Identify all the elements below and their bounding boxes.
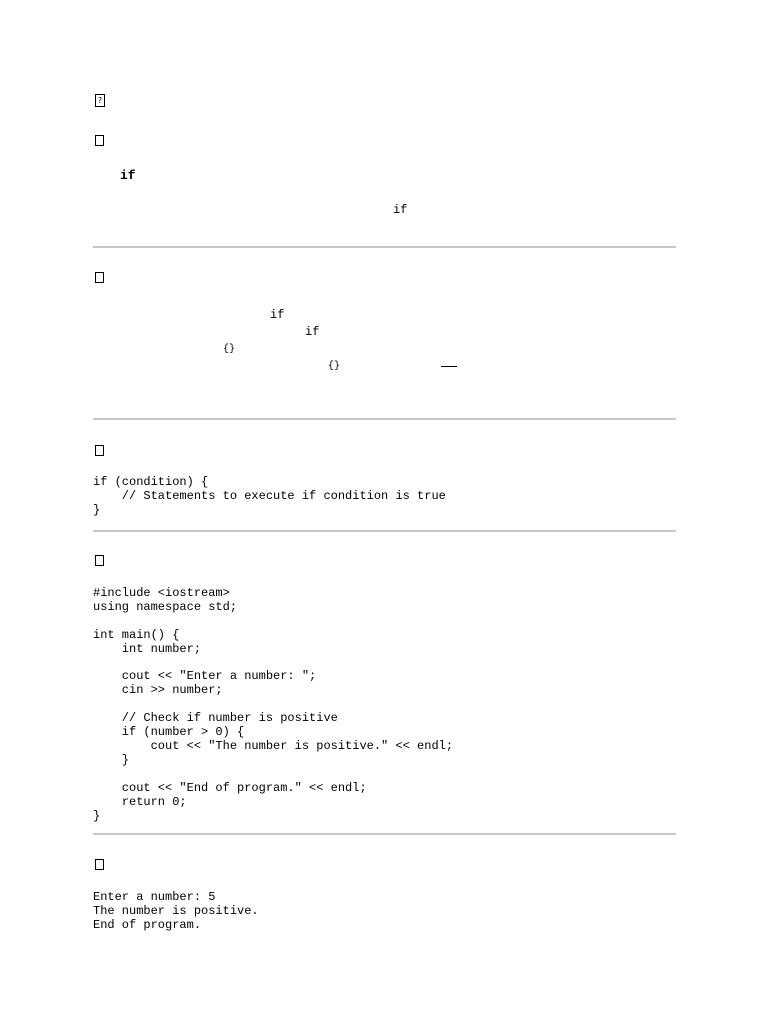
braces-inline-1: {} bbox=[223, 344, 236, 355]
syntax-code-block: if (condition) { // Statements to execute if condition is true } bbox=[93, 475, 446, 517]
section-heading-icon bbox=[95, 272, 104, 283]
section-heading-icon bbox=[95, 135, 104, 146]
section-heading-icon bbox=[95, 555, 104, 566]
section-divider bbox=[93, 833, 676, 835]
em-dash bbox=[441, 366, 457, 367]
section-divider bbox=[93, 246, 676, 248]
section-divider bbox=[93, 418, 676, 420]
if-keyword-bold: if bbox=[120, 168, 136, 183]
section-divider bbox=[93, 530, 676, 532]
if-keyword-inline: if bbox=[393, 203, 408, 217]
if-keyword-1: if bbox=[270, 308, 285, 322]
example-code-block: #include <iostream> using namespace std; int main() { int number; cout << "Enter a number: "; cin >> number; // Check if number is positive if (number > 0) { cout << "The number is positive." << endl; } cout << "End of program." << endl; return 0; } bbox=[93, 586, 454, 823]
braces-inline-2: {} bbox=[328, 361, 341, 372]
output-code-block: Enter a number: 5 The number is positive. End of program. bbox=[93, 890, 259, 932]
missing-glyph-icon bbox=[95, 94, 105, 107]
section-heading-icon bbox=[95, 859, 104, 870]
header-glyph: ? bbox=[97, 96, 103, 105]
if-keyword-2: if bbox=[305, 325, 320, 339]
section-heading-icon bbox=[95, 445, 104, 456]
